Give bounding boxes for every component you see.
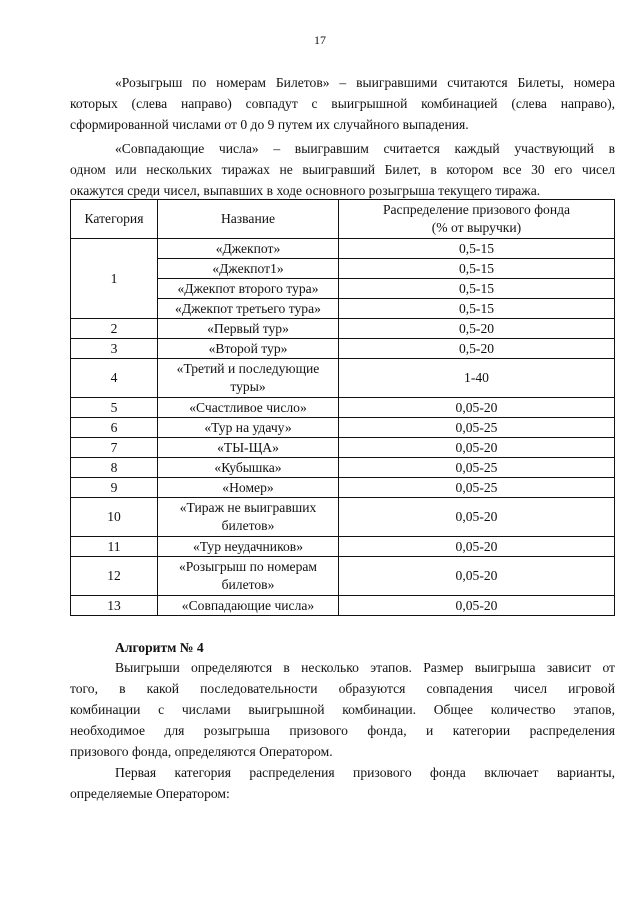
cell-category: 13 xyxy=(71,596,158,616)
cell-name-line1: «Розыгрыш по номерам xyxy=(178,559,318,574)
cell-name-line1: «Третий и последующие xyxy=(176,361,320,376)
header-name: Название xyxy=(158,200,339,239)
cell-value: 0,05-25 xyxy=(339,458,615,478)
cell-name xyxy=(158,557,339,596)
cell-name: «Второй тур» xyxy=(158,339,339,359)
cell-value: 0,05-20 xyxy=(339,557,615,596)
cell-name: «Первый тур» xyxy=(158,319,339,339)
cell-name: «Тур на удачу» xyxy=(158,418,339,438)
cell-name: «Джекпот1» xyxy=(158,259,339,279)
header-distribution xyxy=(339,200,615,239)
table-row xyxy=(71,398,615,418)
cell-category: 7 xyxy=(71,438,158,458)
table-row xyxy=(71,458,615,478)
cell-value: 0,5-15 xyxy=(339,239,615,259)
cell-value: 1-40 xyxy=(339,359,615,398)
header-category: Категория xyxy=(71,200,158,239)
cell-name-line1: «Тираж не выигравших xyxy=(179,500,317,515)
text-line: призового фонда, определяются Оператором. xyxy=(70,744,333,759)
table-row xyxy=(71,596,615,616)
cell-category: 3 xyxy=(71,339,158,359)
cell-name: «Номер» xyxy=(158,478,339,498)
header-distribution-line2: (% от выручки) xyxy=(431,220,522,235)
table-row xyxy=(71,438,615,458)
header-distribution-line1: Распределение призового фонда xyxy=(382,202,571,217)
cell-name: «Джекпот второго тура» xyxy=(158,279,339,299)
prize-distribution-table xyxy=(70,199,615,616)
cell-name-line2: билетов» xyxy=(221,577,275,592)
text-line: одном или нескольких тиражах не выигравший Билет, в котором все 30 его чисел xyxy=(70,162,615,177)
cell-value: 0,5-15 xyxy=(339,259,615,279)
cell-name: «ТЫ-ЩА» xyxy=(158,438,339,458)
text-line: «Совпадающие числа» – выигравшим считается каждый участвующий в xyxy=(115,141,615,156)
cell-value: 0,05-25 xyxy=(339,478,615,498)
cell-category: 4 xyxy=(71,359,158,398)
table-row xyxy=(71,239,615,259)
cell-name: «Счастливое число» xyxy=(158,398,339,418)
table-row xyxy=(71,498,615,537)
cell-value: 0,5-20 xyxy=(339,339,615,359)
cell-value: 0,5-15 xyxy=(339,279,615,299)
cell-value: 0,05-20 xyxy=(339,498,615,537)
table-row xyxy=(71,319,615,339)
cell-category: 5 xyxy=(71,398,158,418)
cell-category: 10 xyxy=(71,498,158,537)
table-row xyxy=(71,557,615,596)
table-header-row xyxy=(71,200,615,239)
cell-name xyxy=(158,498,339,537)
text-line: определяемые Оператором: xyxy=(70,786,230,801)
cell-category: 6 xyxy=(71,418,158,438)
text-line: комбинации с числами выигрышной комбинации. Общее количество этапов, xyxy=(70,702,615,717)
cell-name: «Джекпот третьего тура» xyxy=(158,299,339,319)
table-row xyxy=(71,418,615,438)
cell-value: 0,5-15 xyxy=(339,299,615,319)
cell-category: 12 xyxy=(71,557,158,596)
text-line: Первая категория распределения призового фонда включает варианты, xyxy=(115,765,615,780)
cell-name-line2: билетов» xyxy=(221,518,275,533)
cell-name: «Тур неудачников» xyxy=(158,537,339,557)
table-row xyxy=(71,339,615,359)
cell-name: «Джекпот» xyxy=(158,239,339,259)
cell-name: «Совпадающие числа» xyxy=(158,596,339,616)
paragraph-ticket-number-draw xyxy=(70,72,615,135)
cell-category: 8 xyxy=(71,458,158,478)
table-row xyxy=(71,359,615,398)
text-line: Выигрыши определяются в несколько этапов. Размер выигрыша зависит от xyxy=(115,660,615,675)
cell-category: 11 xyxy=(71,537,158,557)
algorithm-title: Алгоритм № 4 xyxy=(115,640,204,655)
cell-value: 0,05-20 xyxy=(339,537,615,557)
cell-value: 0,05-20 xyxy=(339,398,615,418)
text-line: сформированной числами от 0 до 9 путем их случайного выпадения. xyxy=(70,117,469,132)
paragraph-first-category xyxy=(70,762,615,804)
cell-category: 1 xyxy=(71,239,158,319)
cell-name-line2: туры» xyxy=(230,379,266,394)
cell-value: 0,05-20 xyxy=(339,596,615,616)
cell-category: 9 xyxy=(71,478,158,498)
table-row xyxy=(71,537,615,557)
cell-name xyxy=(158,359,339,398)
text-line: «Розыгрыш по номерам Билетов» – выигравшими считаются Билеты, номера xyxy=(115,75,615,90)
text-line: того, в какой последовательности образуются совпадения чисел игровой xyxy=(70,681,615,696)
cell-category: 2 xyxy=(71,319,158,339)
text-line: которых (слева направо) совпадут с выигрышной комбинацией (слева направо), xyxy=(70,96,615,111)
cell-value: 0,5-20 xyxy=(339,319,615,339)
page-number: 17 xyxy=(314,33,326,47)
paragraph-matching-numbers xyxy=(70,138,615,201)
text-line: необходимое для розыгрыша призового фонда, и категории распределения xyxy=(70,723,615,738)
table-row xyxy=(71,478,615,498)
cell-value: 0,05-25 xyxy=(339,418,615,438)
text-line: окажутся среди чисел, выпавших в ходе основного розыгрыша текущего тиража. xyxy=(70,183,541,198)
cell-name: «Кубышка» xyxy=(158,458,339,478)
cell-value: 0,05-20 xyxy=(339,438,615,458)
paragraph-algorithm-description xyxy=(70,657,615,762)
